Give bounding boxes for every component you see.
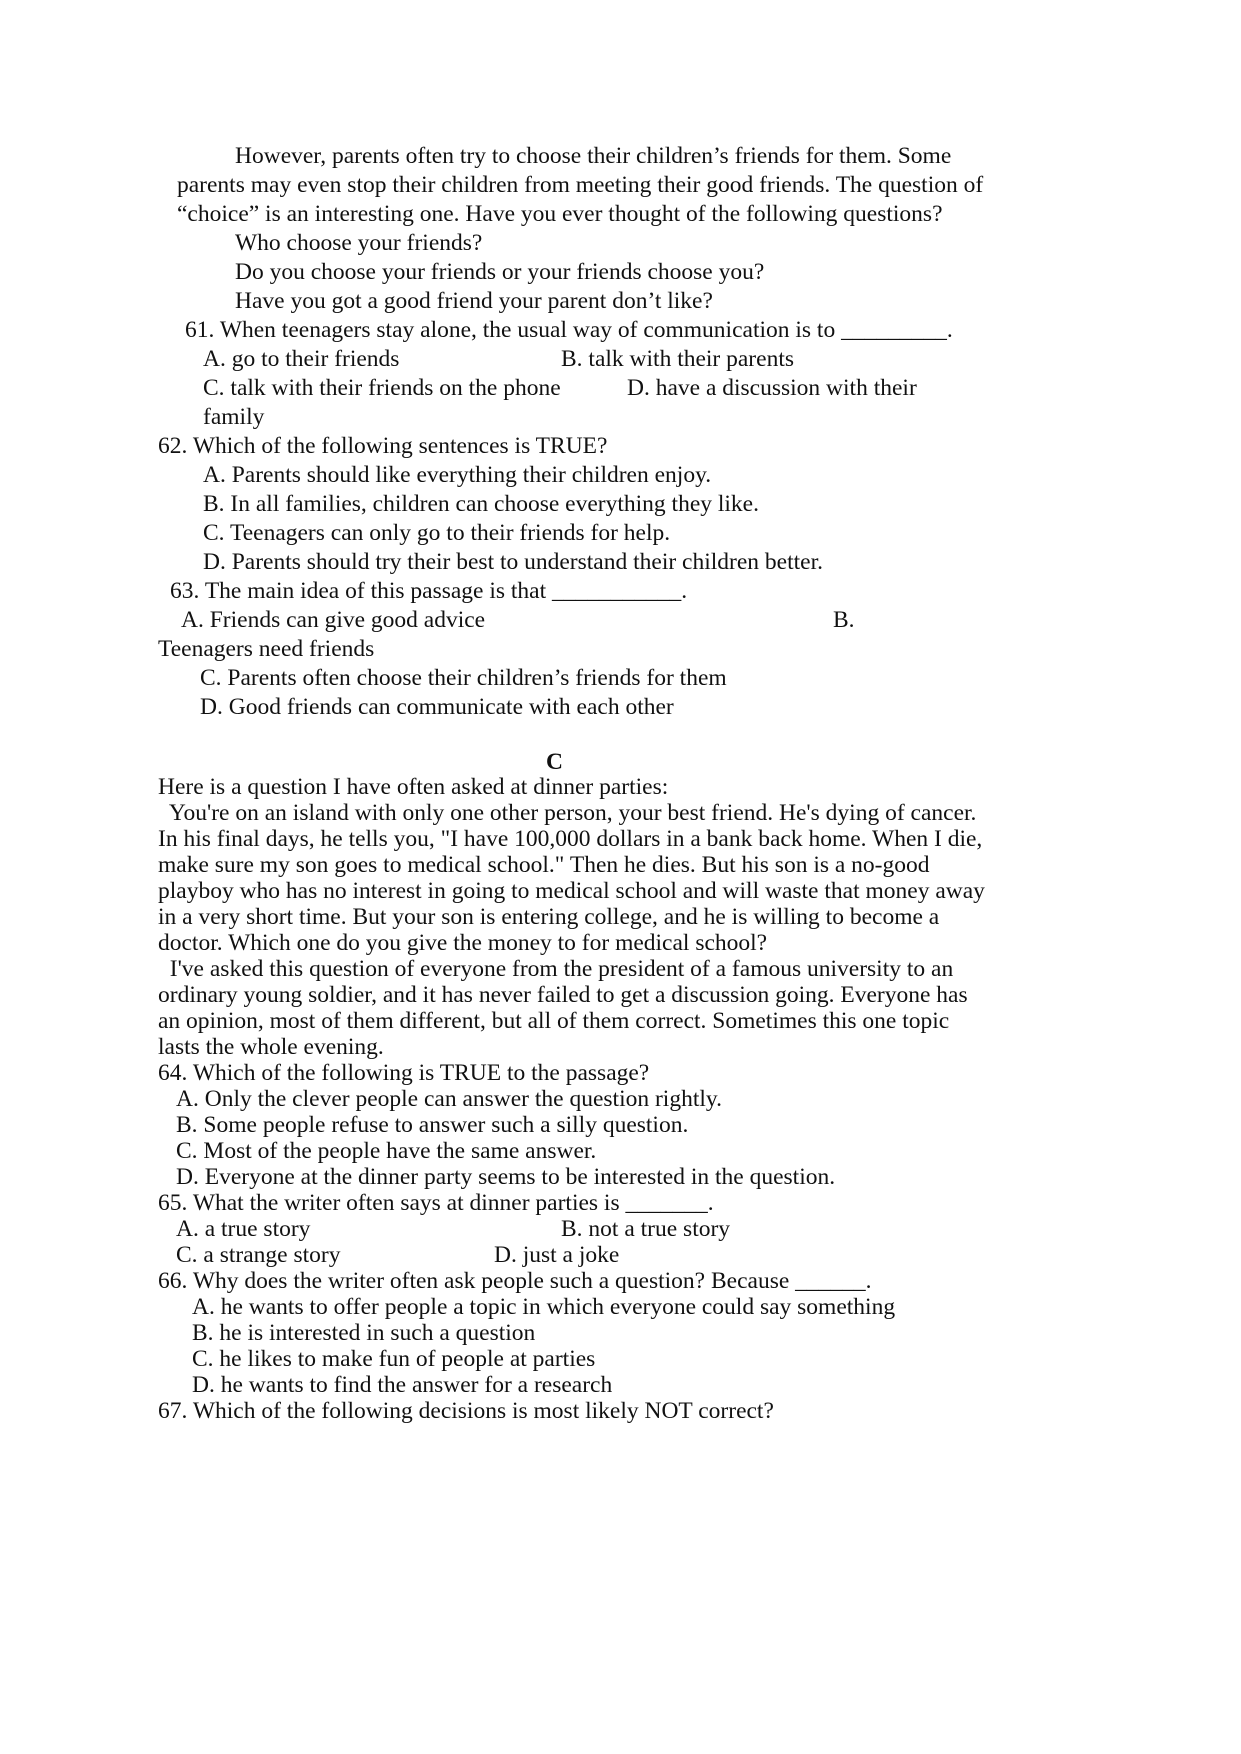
question-63-option-c: C. Parents often choose their children’s friends for them	[200, 665, 727, 691]
passage-line: You're on an island with only one other person, your best friend. He's dying of cancer.	[158, 800, 977, 826]
passage-line: ordinary young soldier, and it has never failed to get a discussion going. Everyone has	[158, 982, 968, 1008]
question-65-option-a: A. a true story	[176, 1216, 311, 1242]
question-63-option-d: D. Good friends can communicate with each other	[200, 694, 674, 720]
question-64-stem: 64. Which of the following is TRUE to the passage?	[158, 1060, 650, 1086]
passage-line: Here is a question I have often asked at dinner parties:	[158, 774, 669, 800]
passage-line: make sure my son goes to medical school." Then he dies. But his son is a no-good	[158, 852, 930, 878]
question-61-option-c: C. talk with their friends on the phone	[203, 375, 561, 401]
question-62-option-c: C. Teenagers can only go to their friends for help.	[203, 520, 671, 546]
question-62-option-d: D. Parents should try their best to understand their children better.	[203, 549, 823, 575]
passage-line: playboy who has no interest in going to medical school and will waste that money away	[158, 878, 985, 904]
question-61-option-d: D. have a discussion with their	[627, 375, 917, 401]
passage-line: However, parents often try to choose their children’s friends for them. Some	[235, 143, 952, 169]
passage-line: an opinion, most of them different, but all of them correct. Sometimes this one topic	[158, 1008, 950, 1034]
question-61-option-d-continued: family	[203, 404, 265, 430]
question-61-option-b: B. talk with their parents	[561, 346, 794, 372]
question-66-option-d: D. he wants to find the answer for a research	[192, 1372, 613, 1398]
passage-line: “choice” is an interesting one. Have you ever thought of the following questions?	[177, 201, 943, 227]
question-62-option-a: A. Parents should like everything their children enjoy.	[203, 462, 712, 488]
question-61-option-a: A. go to their friends	[203, 346, 400, 372]
passage-line: In his final days, he tells you, "I have 100,000 dollars in a bank back home. When I die,	[158, 826, 983, 852]
question-62-stem: 62. Which of the following sentences is TRUE?	[158, 433, 608, 459]
question-63-option-a: A. Friends can give good advice	[181, 607, 486, 633]
passage-line: parents may even stop their children from meeting their good friends. The question of	[177, 172, 984, 198]
question-67-stem: 67. Which of the following decisions is most likely NOT correct?	[158, 1398, 774, 1424]
question-66-option-b: B. he is interested in such a question	[192, 1320, 536, 1346]
question-63-option-b-text: Teenagers need friends	[158, 636, 375, 662]
question-65-option-c: C. a strange story	[176, 1242, 341, 1268]
passage-line: in a very short time. But your son is entering college, and he is willing to become a	[158, 904, 940, 930]
question-63-option-b-letter: B.	[833, 607, 855, 633]
question-64-option-b: B. Some people refuse to answer such a silly question.	[176, 1112, 689, 1138]
question-66-option-c: C. he likes to make fun of people at parties	[192, 1346, 596, 1372]
passage-line: doctor. Which one do you give the money to for medical school?	[158, 930, 768, 956]
passage-line: lasts the whole evening.	[158, 1034, 384, 1060]
question-61-stem: 61. When teenagers stay alone, the usual way of communication is to _________.	[185, 317, 953, 343]
question-65-stem: 65. What the writer often says at dinner parties is _______.	[158, 1190, 714, 1216]
question-65-option-b: B. not a true story	[561, 1216, 731, 1242]
passage-line: I've asked this question of everyone from the president of a famous university to an	[158, 956, 954, 982]
passage-question-line: Have you got a good friend your parent don’t like?	[235, 288, 713, 314]
question-66-stem: 66. Why does the writer often ask people such a question? Because ______.	[158, 1268, 872, 1294]
question-65-option-d: D. just a joke	[494, 1242, 620, 1268]
question-64-option-d: D. Everyone at the dinner party seems to be interested in the question.	[176, 1164, 836, 1190]
section-heading: C	[546, 749, 563, 775]
question-63-stem: 63. The main idea of this passage is that ___________.	[170, 578, 688, 604]
passage-question-line: Who choose your friends?	[235, 230, 483, 256]
question-62-option-b: B. In all families, children can choose everything they like.	[203, 491, 759, 517]
passage-question-line: Do you choose your friends or your friends choose you?	[235, 259, 765, 285]
question-64-option-a: A. Only the clever people can answer the question rightly.	[176, 1086, 722, 1112]
question-64-option-c: C. Most of the people have the same answer.	[176, 1138, 597, 1164]
question-66-option-a: A. he wants to offer people a topic in which everyone could say something	[192, 1294, 896, 1320]
